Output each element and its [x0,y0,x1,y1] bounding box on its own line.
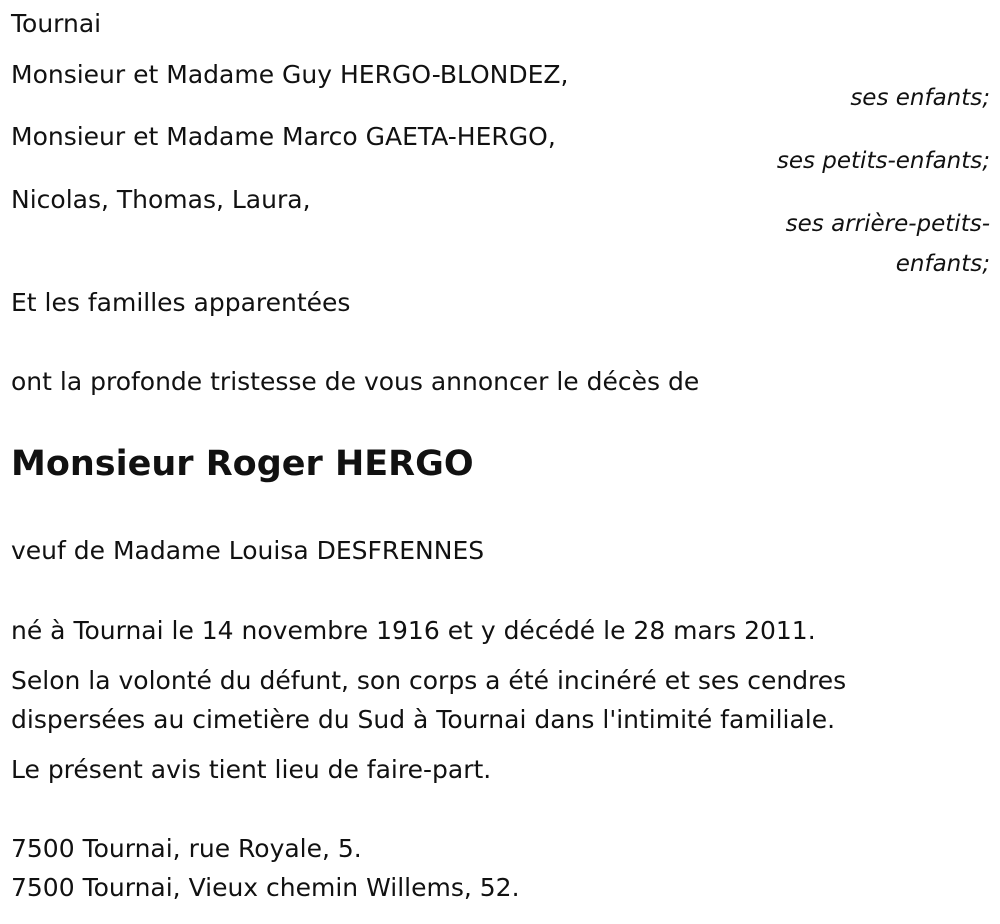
notice-line: Le présent avis tient lieu de faire-part. [11,755,492,784]
relation-label-3b: enfants; [895,251,990,277]
wishes-line-1: Selon la volonté du défunt, son corps a été incinéré et ses cendres [11,666,847,695]
relation-label-3a: ses arrière-petits- [785,211,990,237]
family-member-2: Monsieur et Madame Marco GAETA-HERGO, [11,122,556,151]
family-member-3: Nicolas, Thomas, Laura, [11,185,311,214]
deceased-name: Monsieur Roger HERGO [11,444,474,484]
family-member-1: Monsieur et Madame Guy HERGO-BLONDEZ, [11,60,569,89]
birth-death-line: né à Tournai le 14 novembre 1916 et y décédé le 28 mars 2011. [11,616,816,645]
relation-label-2: ses petits-enfants; [776,148,990,174]
address-line-1: 7500 Tournai, rue Royale, 5. [11,834,362,863]
location-heading: Tournai [11,9,102,38]
wishes-line-2: dispersées au cimetière du Sud à Tournai dans l'intimité familiale. [11,705,836,734]
address-line-2: 7500 Tournai, Vieux chemin Willems, 52. [11,873,520,902]
relation-label-1: ses enfants; [850,85,990,111]
widower-line: veuf de Madame Louisa DESFRENNES [11,536,485,565]
relatives-line: Et les familles apparentées [11,288,351,317]
announcement-line: ont la profonde tristesse de vous annoncer le décès de [11,367,700,396]
